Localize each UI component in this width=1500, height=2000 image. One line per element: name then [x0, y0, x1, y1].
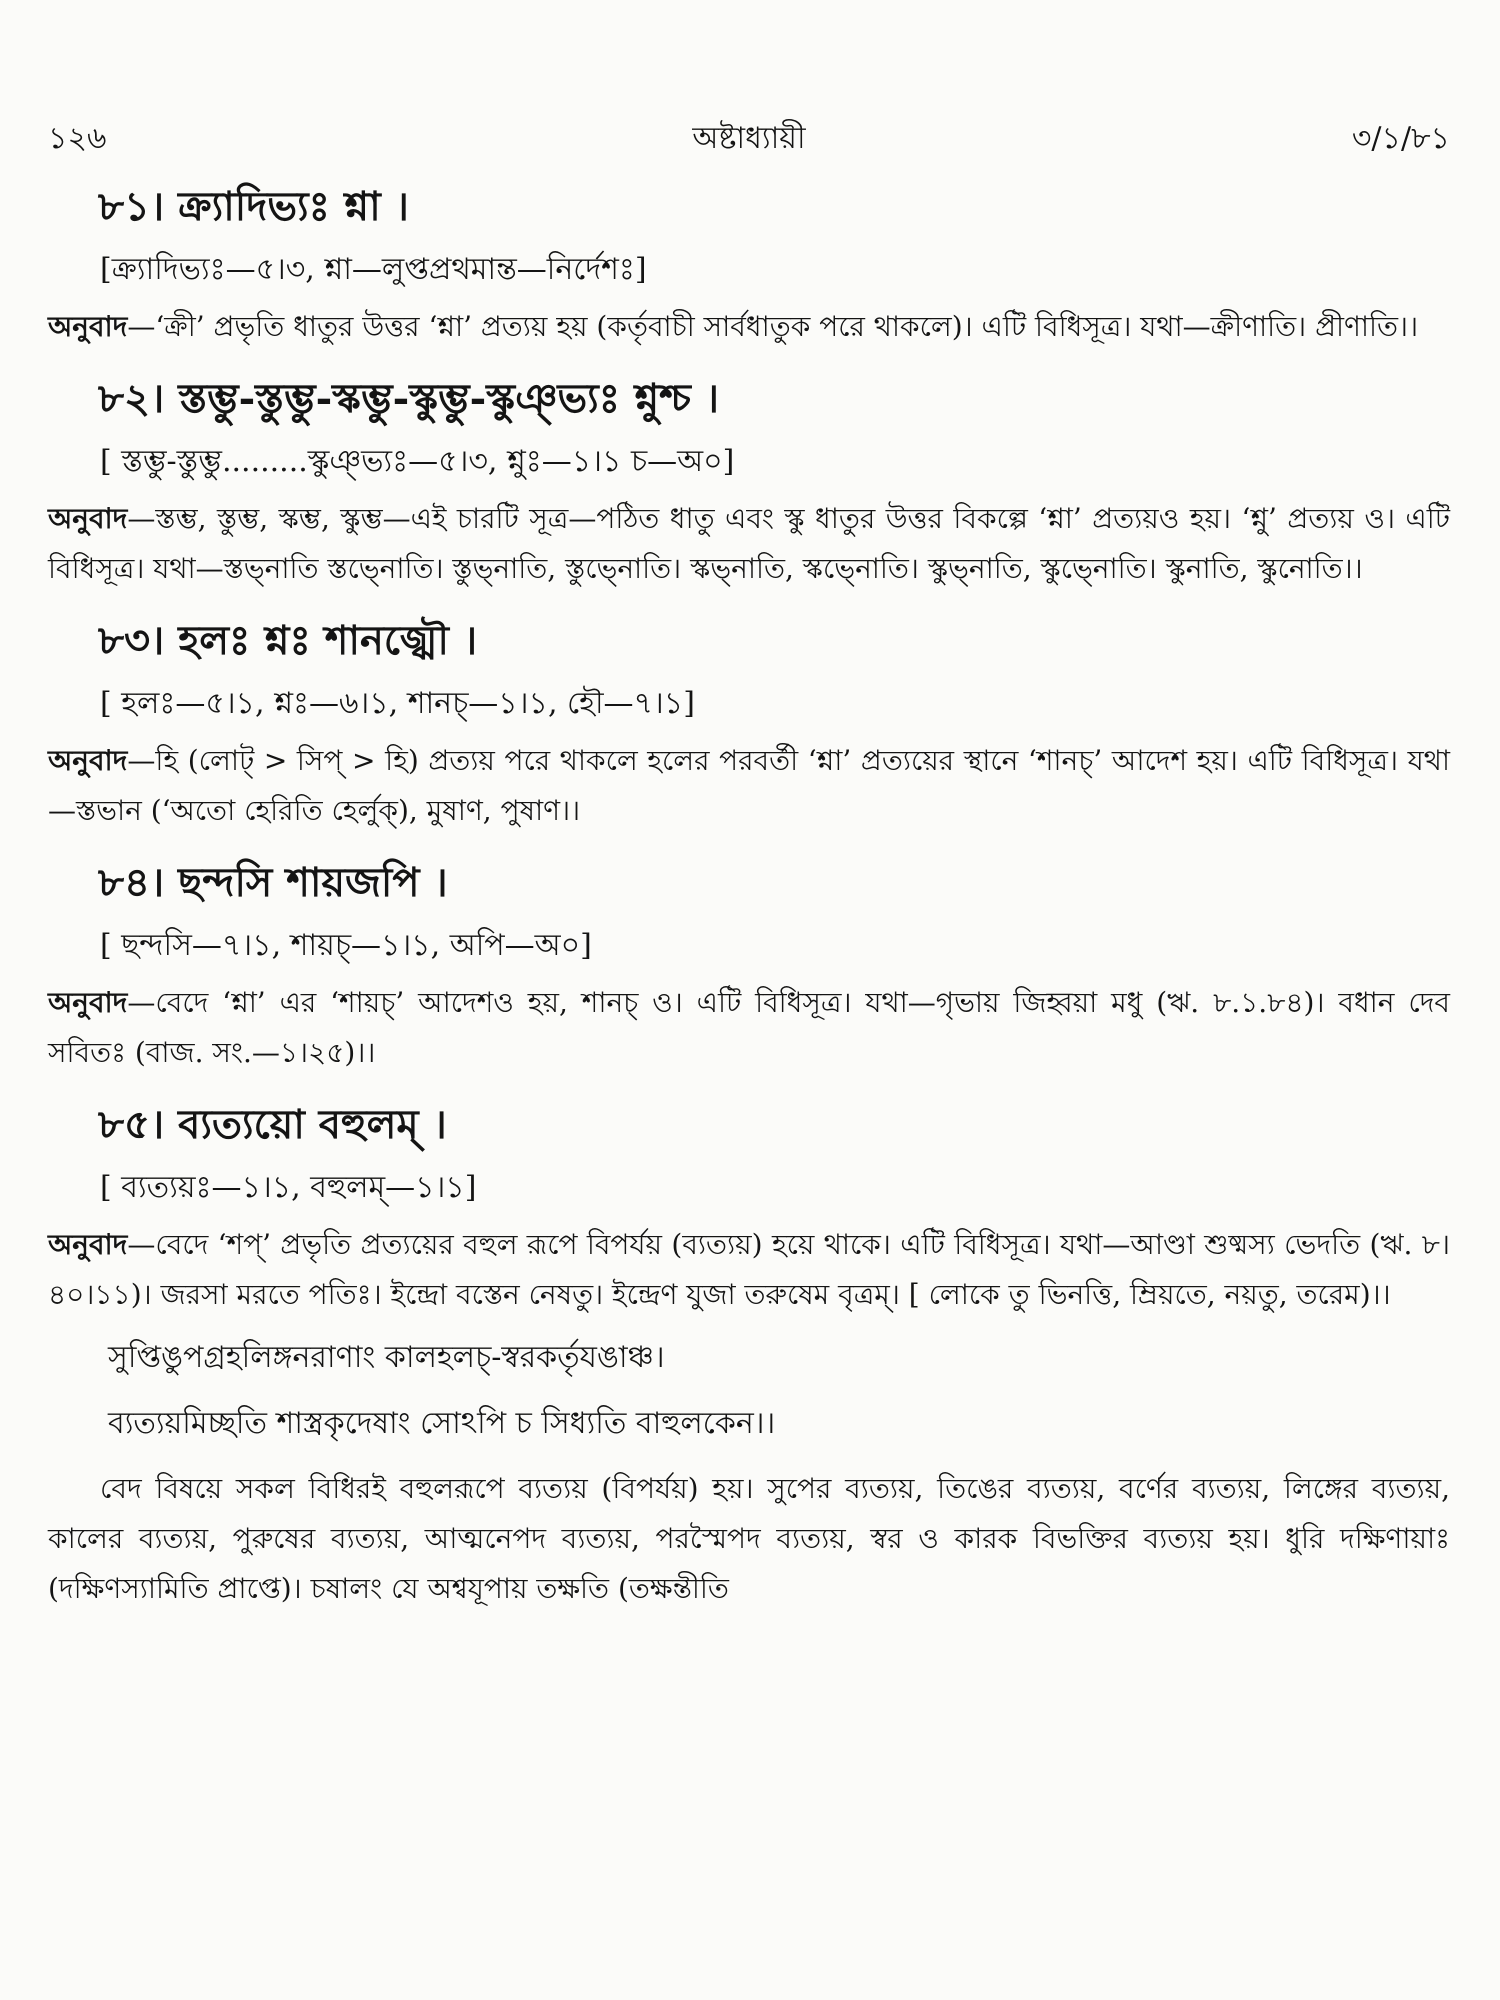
sutra-title: ৮১। ক্র্যাদিভ্যঃ শ্না ।	[98, 183, 409, 230]
sutra-82	[48, 366, 1450, 594]
translation-lead: অনুবাদ	[48, 744, 128, 777]
sutra-translation	[48, 494, 1450, 594]
translation-text: —‘ক্রী’ প্রভৃতি ধাতুর উত্তর ‘শ্না’ প্রত্যয় হয় (কর্তৃবাচী সার্বধাতুক পরে থাকলে)। এটি বিধিসূত্র। যথা—ক্রীণাতি। প্রীণাতি।।	[127, 310, 1419, 343]
closing-paragraph: বেদ বিষয়ে সকল বিধিরই বহুলরূপে ব্যত্যয় (বিপর্যয়) হয়। সুপের ব্যত্যয়, তিঙের ব্যত্যয়, বর্ণের ব্যত্যয়, লিঙ্গের ব্যত্যয়, কালের ব্যত্যয়, পুরুষের ব্যত্যয়, আত্মনেপদ ব্যত্যয়, পরস্মৈপদ ব্যত্যয়, স্বর ও কারক বিভক্তির ব্যত্যয় হয়। ধুরি দক্ষিণায়াঃ (দক্ষিণস্যামিতি প্রাপ্তে)। চষালং যে অশ্বযূপায় তক্ষতি (তক্ষন্তীতি	[48, 1472, 1450, 1605]
book-title: অষ্টাধ্যায়ী	[692, 121, 806, 156]
sutra-analysis: [ হলঃ—৫।১, শ্নঃ—৬।১, শানচ্—১।১, হৌ—৭।১]	[100, 686, 695, 721]
sutra-title: ৮৫। ব্যত্যয়ো বহুলম্ ।	[98, 1101, 447, 1148]
page-number: ১২৬	[48, 121, 107, 156]
sutra-translation	[48, 1220, 1450, 1320]
translation-text: —বেদে ‘শপ্’ প্রভৃতি প্রত্যয়ের বহুল রূপে বিপর্যয় (ব্যত্যয়) হয়ে থাকে। এটি বিধিসূত্র। যথা—আণ্ডা শুষ্মস্য ভেদতি (ঋ. ৮।৪০।১১)। জরসা মরতে পতিঃ। ইন্দ্রো বস্তেন নেষতু। ইন্দ্রেণ যুজা তরুষেম বৃত্রম্। [ লোকে তু ভিনত্তি, ম্রিয়তে, নয়তু, তরেম)।।	[48, 1228, 1450, 1311]
sutra-translation	[48, 978, 1450, 1078]
translation-text: —বেদে ‘শ্না’ এর ‘শায়চ্’ আদেশও হয়, শানচ্ ও। এটি বিধিসূত্র। যথা—গৃভায় জিহ্বয়া মধু (ঋ. ৮.১.৮৪)। বধান দেব সবিতঃ (বাজ. সং.—১।২৫)।।	[48, 986, 1450, 1069]
translation-text: —স্তম্ভ, স্তুম্ভ, স্কম্ভ, স্কুম্ভ—এই চারটি সূত্র—পঠিত ধাতু এবং স্কু ধাতুর উত্তর বিকল্পে ‘শ্না’ প্রত্যয়ও হয়। ‘শ্নু’ প্রত্যয় ও। এটি বিধিসূত্র। যথা—স্তভ্নাতি স্তভ্নোতি। স্তুভ্নাতি, স্তুভ্নোতি। স্কভ্নাতি, স্কভ্নোতি। স্কুভ্নাতি, স্কুভ্নোতি। স্কুনাতি, স্কুনোতি।।	[48, 502, 1450, 585]
translation-text: —হি (লোট্ > সিপ্ > হি) প্রত্যয় পরে থাকলে হলের পরবর্তী ‘শ্না’ প্রত্যয়ের স্থানে ‘শানচ্’ আদেশ হয়। এটি বিধিসূত্র। যথা—স্তভান (‘অতো হেরিতি হের্লুক্), মুষাণ, পুষাণ।।	[48, 744, 1450, 827]
sutra-analysis: [ স্তম্ভু-স্তুম্ভু.........স্কুঞ্ভ্যঃ—৫।৩, শ্নুঃ—১।১ চ—অ০]	[100, 444, 735, 479]
translation-lead: অনুবাদ	[48, 310, 128, 343]
translation-lead: অনুবাদ	[48, 502, 128, 535]
sutra-85	[48, 1092, 1450, 1320]
sutra-81	[48, 174, 1450, 352]
sutra-title: ৮৩। হলঃ শ্নঃ শানজ্ঝৌ ।	[98, 617, 478, 664]
translation-lead: অনুবাদ	[48, 1228, 128, 1261]
sutra-analysis: [ ছন্দসি—৭।১, শায়চ্—১।১, অপি—অ০]	[100, 928, 592, 963]
sutra-analysis: [ক্র্যাদিভ্যঃ—৫।৩, শ্না—লুপ্তপ্রথমান্ত—নির্দেশঃ]	[100, 252, 647, 287]
sutra-83	[48, 608, 1450, 836]
sutra-84	[48, 850, 1450, 1078]
page-header	[48, 100, 1450, 160]
sutra-translation	[48, 302, 1450, 352]
sutra-analysis: [ ব্যত্যয়ঃ—১।১, বহুলম্—১।১]	[100, 1170, 477, 1205]
verse-line-2: ব্যত্যয়মিচ্ছতি শাস্ত্রকৃদেষাং সোঽপি চ সিধ্যতি বাহুলকেন।।	[108, 1406, 776, 1441]
sutra-translation	[48, 736, 1450, 836]
translation-lead: অনুবাদ	[48, 986, 128, 1019]
verse-line-1: সুপ্তিঙুপগ্রহলিঙ্গনরাণাং কালহলচ্-স্বরকর্তৃযঙাঞ্চ।	[108, 1340, 665, 1375]
sutra-title: ৮৪। ছন্দসি শায়জপি ।	[98, 859, 448, 906]
sutra-reference: ৩/১/৮১	[1351, 121, 1450, 156]
sutra-title: ৮২। স্তম্ভু-স্তুম্ভু-স্কম্ভু-স্কুম্ভু-স্কুঞ্ভ্যঃ শ্নুশ্চ ।	[98, 375, 720, 422]
